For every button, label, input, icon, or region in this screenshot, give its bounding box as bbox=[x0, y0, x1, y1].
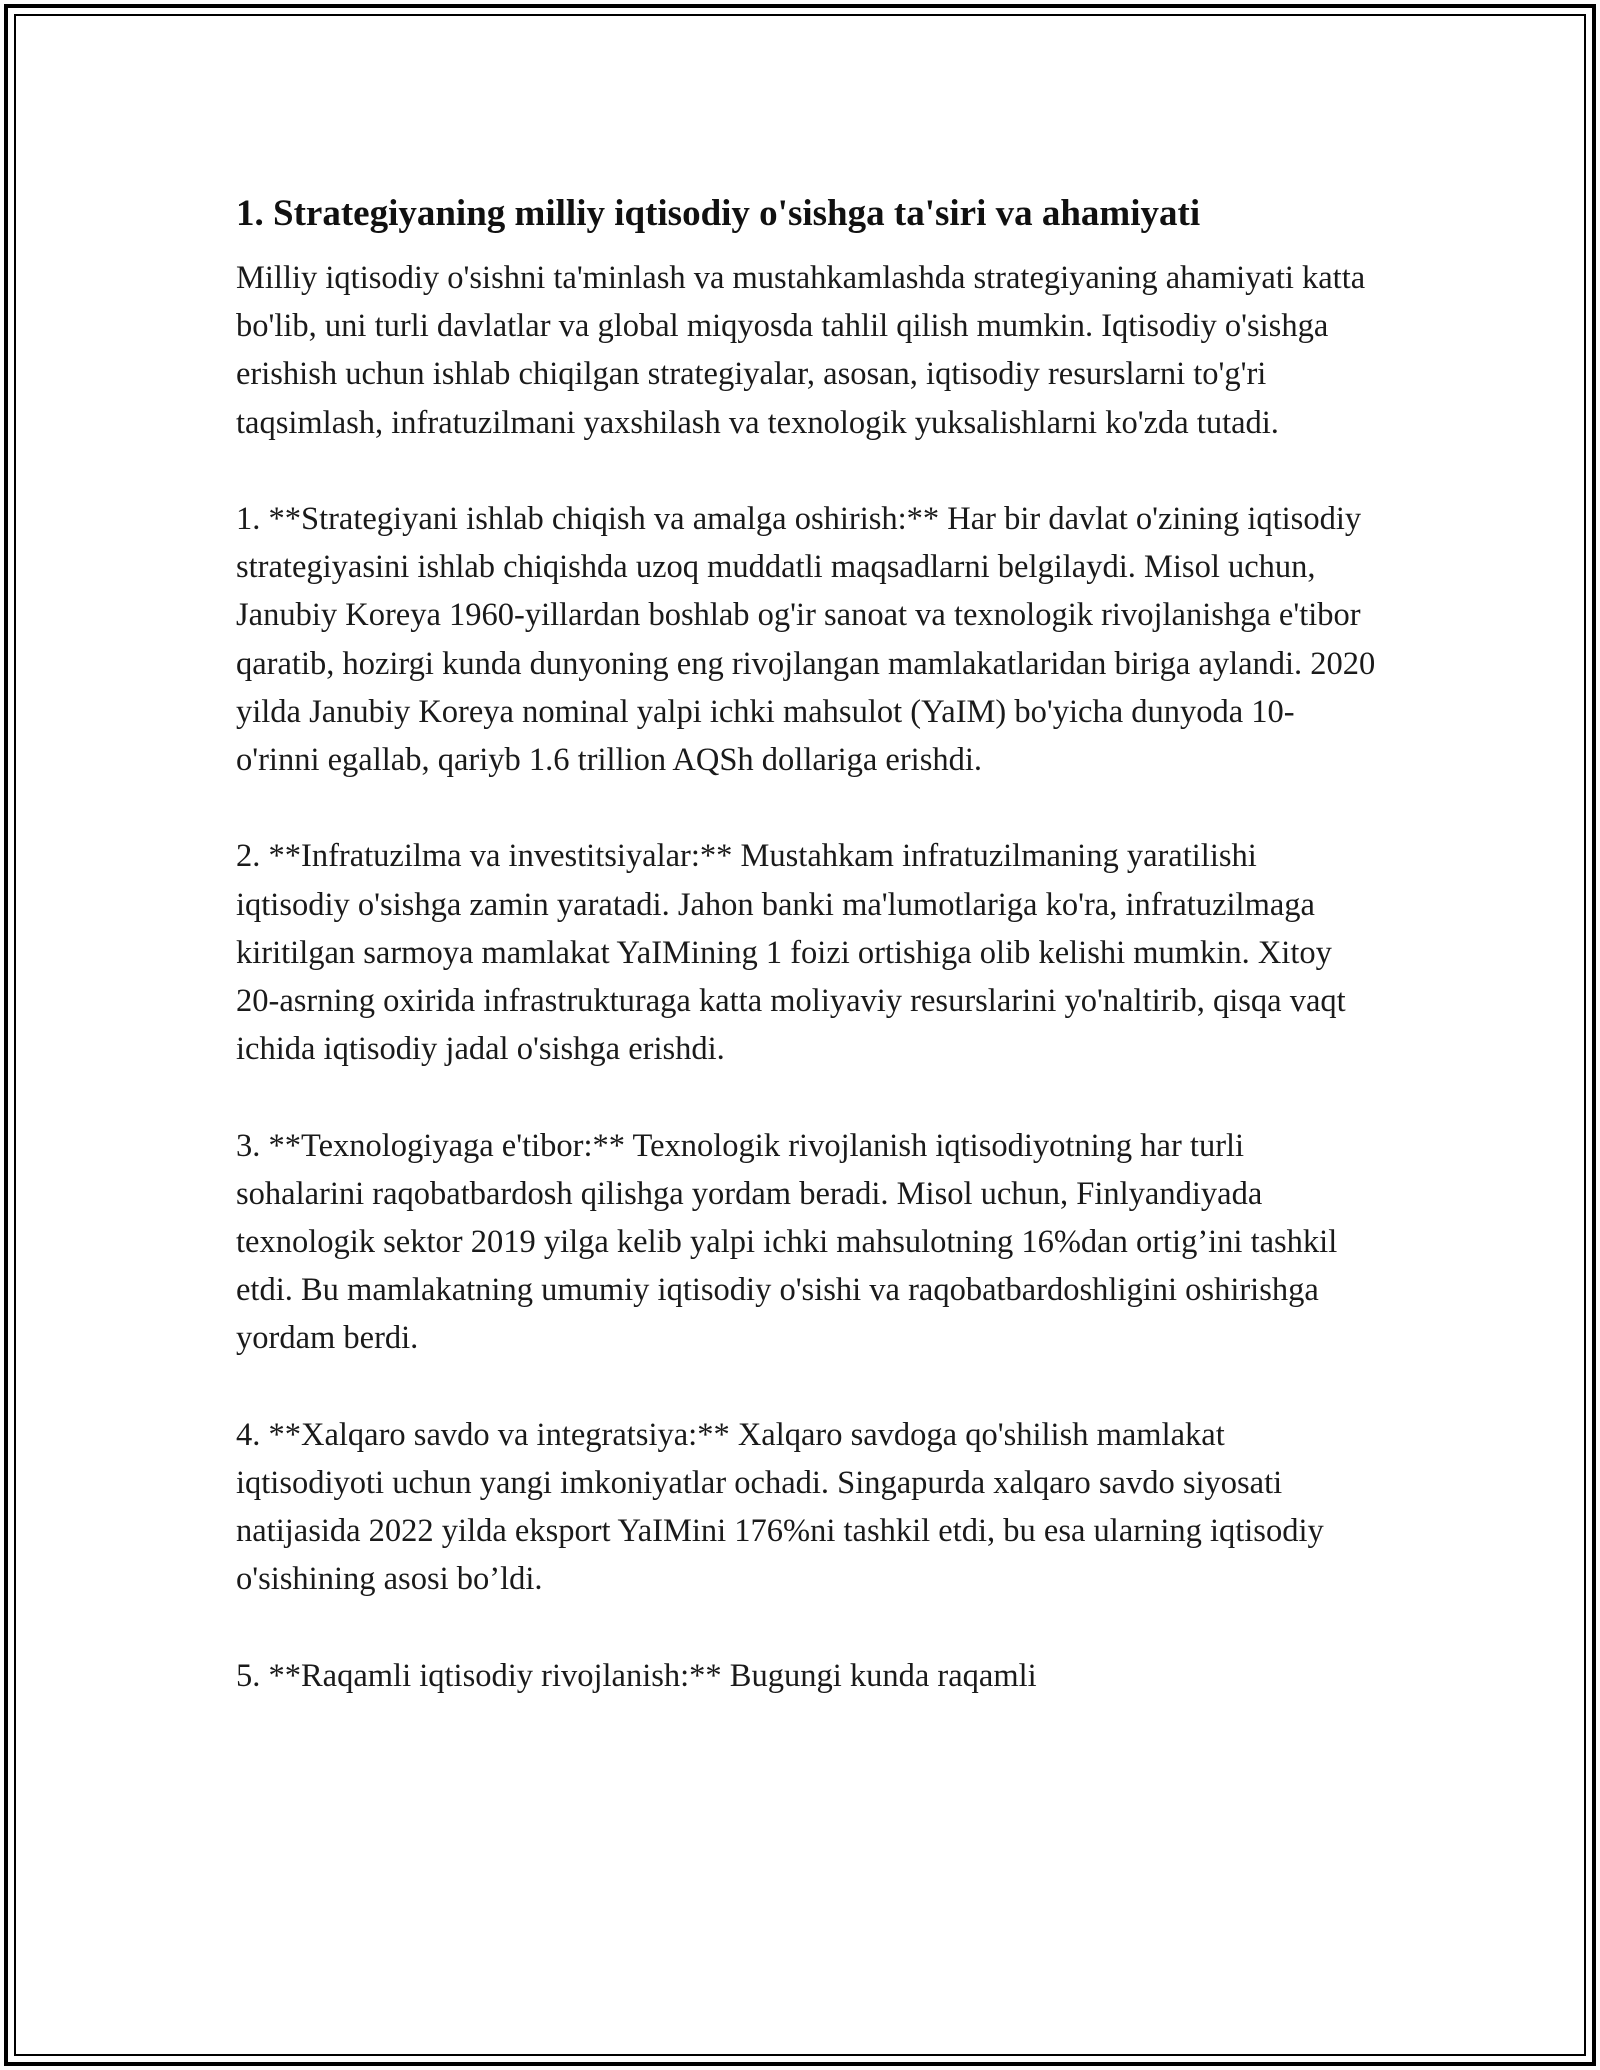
document-body bbox=[236, 188, 1376, 1748]
paragraph-infrastructure: 2. **Infratuzilma va investitsiyalar:** Mustahkam infratuzilmaning yaratilishi iqtisodiy o'sishga zamin yaratadi. Jahon banki ma'lumotlariga ko'ra, infratuzilmaga kiritilgan sarmoya mamlakat YaIMining 1 foizi ortishiga olib kelishi mumkin. Xitoy 20-asrning oxirida infrastrukturaga katta moliyaviy resurslarini yo'naltirib, qisqa vaqt ichida iqtisodiy jadal o'sishga erishdi. bbox=[236, 838, 1346, 1068]
paragraph-international-trade: 4. **Xalqaro savdo va integratsiya:** Xalqaro savdoga qo'shilish mamlakat iqtisodiyoti uchun yangi imkoniyatlar ochadi. Singapurda xalqaro savdo siyosati natijasida 2022 yilda eksport YaIMini 176%ni tashkil etdi, bu esa ularning iqtisodiy o'sishining asosi bo’ldi. bbox=[236, 1416, 1324, 1598]
intro-paragraph: Milliy iqtisodiy o'sishni ta'minlash va mustahkamlashda strategiyaning ahamiyati katta bo'lib, uni turli davlatlar va global miqyosda tahlil qilish mumkin. Iqtisodiy o'sishga erishish uchun ishlab chiqilgan strategiyalar, asosan, iqtisodiy resurslarni to'g'ri taqsimlash, infratuzilmani yaxshilash va texnologik yuksalishlarni ko'zda tutadi. bbox=[236, 260, 1366, 441]
paragraph-digital-economy: 5. **Raqamli iqtisodiy rivojlanish:** Bugungi kunda raqamli bbox=[236, 1657, 1037, 1694]
section-heading: 1. Strategiyaning milliy iqtisodiy o'sishga ta'siri va ahamiyati bbox=[236, 193, 1201, 234]
paragraph-strategy-development: 1. **Strategiyani ishlab chiqish va amalga oshirish:** Har bir davlat o'zining iqtisodiy strategiyasini ishlab chiqishda uzoq muddatli maqsadlarni belgilaydi. Misol uchun, Janubiy Koreya 1960-yillardan boshlab og'ir sanoat va texnologik rivojlanishga e'tibor qaratib, hozirgi kunda dunyoning eng rivojlangan mamlakatlaridan biriga aylandi. 2020 yilda Janubiy Koreya nominal yalpi ichki mahsulot (YaIM) bo'yicha dunyoda 10-o'rinni egallab, qariyb 1.6 trillion AQSh dollariga erishdi. bbox=[236, 501, 1376, 779]
paragraph-technology: 3. **Texnologiyaga e'tibor:** Texnologik rivojlanish iqtisodiyotning har turli sohalarini raqobatbardosh qilishga yordam beradi. Misol uchun, Finlyandiyada texnologik sektor 2019 yilga kelib yalpi ichki mahsulotning 16%dan ortig’ini tashkil etdi. Bu mamlakatning umumiy iqtisodiy o'sishi va raqobatbardoshligini oshirishga yordam berdi. bbox=[236, 1127, 1338, 1357]
